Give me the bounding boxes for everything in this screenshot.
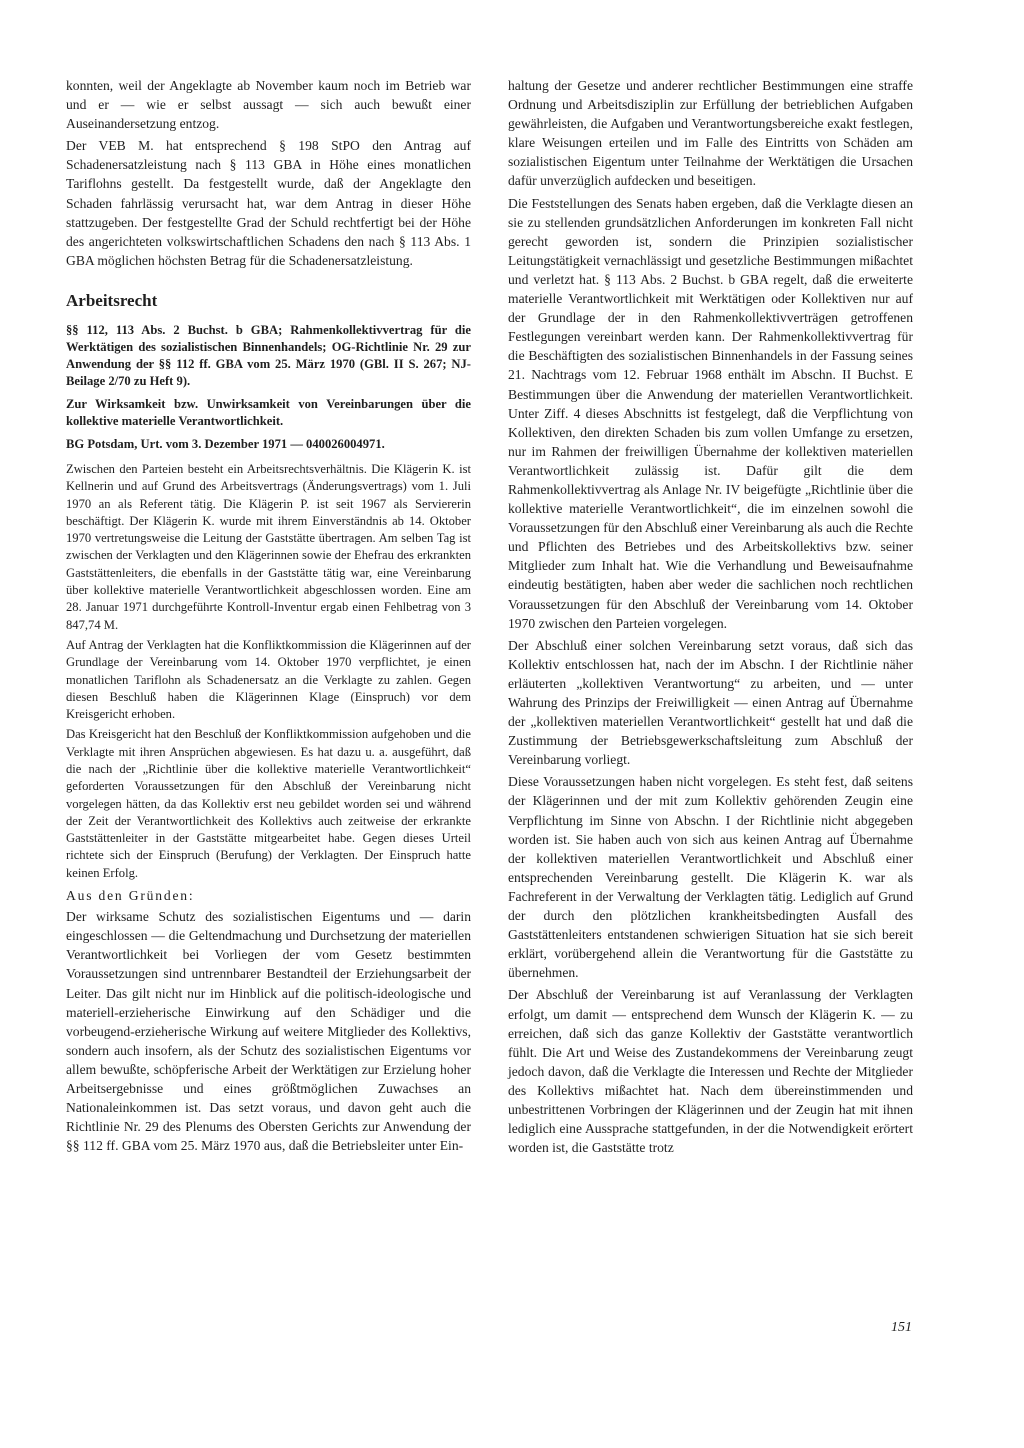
page-number: 151 bbox=[891, 1320, 912, 1335]
court-citation: BG Potsdam, Urt. vom 3. Dezember 1971 — 040026004971. bbox=[66, 436, 385, 451]
left-column bbox=[66, 76, 471, 1158]
paragraph: konnten, weil der Angeklagte ab November kaum noch im Betrieb war und er — wie er selbst aussagt — sich auch bewußt einer Auseinandersetzung entzog. bbox=[66, 78, 471, 132]
paragraph: Zwischen den Parteien besteht ein Arbeitsrechtsverhältnis. Die Klägerin K. ist Kellnerin und auf Grund des Arbeitsvertrags (Änderungsvertrags) vom 1. Juli 1970 an als Referent tätig. Die Klägerin P. ist seit 1967 als Serviererin beschäftigt. Der Klägerin K. wurde mit ihrem Einverständnis ab 14. Oktober 1970 vertretungsweise die Leitung der Gaststätte übertragen. Am selben Tag ist zwischen der Verklagten und den Klägerinnen sowie der Ehefrau des erkrankten Gaststättenleiters, die ebenfalls in der Gaststätte tätig war, eine Vereinbarung über kollektive materielle Verantwortlichkeit abgeschlossen worden. Eine am 28. Januar 1971 durchgeführte Kontroll-Inventur ergab einen Fehlbetrag von 3 847,74 M. bbox=[66, 461, 471, 632]
statute-references: §§ 112, 113 Abs. 2 Buchst. b GBA; Rahmenkollektivvertrag für die Werktätigen des sozialistischen Binnenhandels; OG-Richtlinie Nr. 29 zur Anwendung der §§ 112 ff. GBA vom 25. März 1970 (GBl. II S. 267; NJ-Beilage 2/70 zu Heft 9). bbox=[66, 322, 471, 388]
paragraph: haltung der Gesetze und anderer rechtlicher Bestimmungen eine straffe Ordnung und Arbeitsdisziplin zur Erfüllung der betrieblichen Aufgaben gewährleisten, die Aufgaben und Verantwortungsbereiche exakt festlegen, klare Weisungen erteilen und im Falle des Eintritts von Schäden am sozialistischen Eigentum unter Teilnahme der Werktätigen die Ursachen dafür unverzüglich aufdecken und beseitigen. bbox=[508, 78, 913, 189]
paragraph: Diese Voraussetzungen haben nicht vorgelegen. Es steht fest, daß seitens der Klägerinnen und der mit zum Kollektiv gehörenden Zeugin eine Verpflichtung im Sinne von Abschn. I der Richtlinie nicht abgegeben worden ist. Sie haben auch von sich aus keinen Antrag auf Übernahme der kollektiven materiellen Verantwortlichkeit und Abschluß einer entsprechenden Vereinbarung gestellt. Die Klägerin K. war als Fachreferent in der Verwaltung der Verklagten tätig. Lediglich auf Grund der durch den plötzlichen krankheitsbedingten Ausfall des Gaststättenleiters entstandenen schwierigen Situation hat sie sich bereit erklärt, vorübergehend allein die Verantwortung für die Gaststätte zu übernehmen. bbox=[508, 774, 913, 981]
headnote: Zur Wirksamkeit bzw. Unwirksamkeit von Vereinbarungen über die kollektive materielle Verantwortlichkeit. bbox=[66, 396, 471, 428]
paragraph: Auf Antrag der Verklagten hat die Konfliktkommission die Klägerinnen auf der Grundlage der Vereinbarung vom 14. Oktober 1970 verpflichtet, je einen monatlichen Tariflohn als Schadenersatz an die Verklagte zu zahlen. Gegen diesen Beschluß haben die Klägerinnen Klage (Einspruch) vor dem Kreisgericht erhoben. bbox=[66, 637, 471, 722]
section-heading: Arbeitsrecht bbox=[66, 290, 158, 310]
paragraph: Der Abschluß der Vereinbarung ist auf Veranlassung der Verklagten erfolgt, um damit — entsprechend dem Wunsch der Klägerin K. — zu erreichen, daß sich das ganze Kollektiv der Gaststätte verantwortlich fühlt. Die Art und Weise des Zustandekommens der Vereinbarung zeugt jedoch davon, daß die Verklagte die Interessen und Rechte der Mitglieder des Kollektivs mißachtet hat. Nach dem übereinstimmenden und unbestrittenen Vorbringen der Klägerinnen und der Zeugin hat mit ihnen lediglich eine Aussprache stattgefunden, in der die Notwendigkeit erörtert worden ist, die Gaststätte trotz bbox=[508, 987, 913, 1156]
reasons-heading: Aus den Gründen: bbox=[66, 888, 195, 904]
right-column bbox=[508, 76, 913, 1160]
paragraph: Der VEB M. hat entsprechend § 198 StPO den Antrag auf Schadenersatzleistung nach § 113 GBA in Höhe eines monatlichen Tariflohns gestellt. Da festgestellt wurde, daß der Angeklagte den Schaden fahrlässig verursacht hat, war dem Antrag in dieser Höhe stattzugeben. Der festgestellte Grad der Schuld rechtfertigt bei der Höhe des angerichteten volkswirtschaftlichen Schadens den nach § 113 Abs. 1 GBA möglichen höchsten Betrag für die Schadenersatzleistung. bbox=[66, 138, 471, 268]
paragraph: Die Feststellungen des Senats haben ergeben, daß die Verklagte diesen an sie zu stellenden grundsätzlichen Anforderungen im konkreten Fall nicht gerecht geworden ist, sondern die Prinzipien sozialistischer Leitungstätigkeit vernachlässigt und gesetzliche Bestimmungen mißachtet und verletzt hat. § 113 Abs. 2 Buchst. b GBA regelt, daß die erweiterte materielle Verantwortlichkeit mit Werktätigen oder Kollektiven nur auf der Grundlage der in den Rahmenkollektivverträgen getroffenen Festlegungen vereinbart werden kann. Der Rahmenkollektivvertrag für die Beschäftigten des sozialistischen Binnenhandels in der Fassung seines 21. Nachtrags vom 12. Februar 1968 enthält im Abschn. II Buchst. E Bestimmungen über die Anwendung der materiellen Verantwortlichkeit. Unter Ziff. 4 dieses Abschnitts ist festgelegt, daß die Verpflichtung von Kollektiven, den direkten Schaden bis zum vollen Umfange zu ersetzen, nur im Rahmen der freiwilligen Übernahme der kollektiven materiellen Verantwortlichkeit zulässig ist. Dafür gilt die dem Rahmenkollektivvertrag als Anlage Nr. IV beigefügte „Richtlinie über die kollektive materielle Verantwortlichkeit“, die im einzelnen sowohl die Voraussetzungen für den Abschluß einer Vereinbarung als auch die Rechte und Pflichten des Betriebes und des Arbeitskollektivs bzw. seiner Mitglieder zum Inhalt hat. Wie die Verhandlung und Beweisaufnahme eindeutig bestätigten, haben aber weder die sachlichen noch rechtlichen Voraussetzungen für den Abschluß der Vereinbarung vom 14. Oktober 1970 zwischen den Parteien vorgelegen. bbox=[508, 195, 913, 631]
paragraph: Der wirksame Schutz des sozialistischen Eigentums und — darin eingeschlossen — die Geltendmachung und Durchsetzung der materiellen Verantwortlichkeit bei Vorliegen der vom Gesetz bestimmten Voraussetzungen sind untrennbarer Bestandteil der Erziehungsarbeit der Leiter. Das gilt nicht nur im Hinblick auf die politisch-ideologische und materiell-erzieherische Einwirkung auf den Schädiger und die vorbeugend-erzieherische Wirkung auf weitere Mitglieder des Kollektivs, sondern auch insofern, als der Schutz des sozialistischen Eigentums vor allem bewußte, schöpferische Arbeit der Werktätigen zur Erzielung hoher Arbeitsergebnisse und eines größtmöglichen Zuwachses an Nationaleinkommen ist. Das setzt voraus, und davon geht auch die Richtlinie Nr. 29 des Plenums des Obersten Gerichts zur Anwendung der §§ 112 ff. GBA vom 25. März 1970 aus, daß die Betriebsleiter unter Ein- bbox=[66, 909, 471, 1154]
paragraph: Der Abschluß einer solchen Vereinbarung setzt voraus, daß sich das Kollektiv entschlossen hat, nach der im Abschn. I der Richtlinie näher erläuterten „kollektiven Verantwortung“ zu arbeiten, und — unter Wahrung des Prinzips der Freiwilligkeit — einen Antrag auf Übernahme der „kollektiven materiellen Verantwortlichkeit“ gestellt hat und daß die Zustimmung der Betriebsgewerkschaftsleitung zum Abschluß der Vereinbarung vorliegt. bbox=[508, 637, 913, 768]
paragraph: Das Kreisgericht hat den Beschluß der Konfliktkommission aufgehoben und die Verklagte mit ihren Ansprüchen abgewiesen. Es hat dazu u. a. ausgeführt, daß die nach der „Richtlinie über die kollektive materielle Verantwortlichkeit“ geforderten Voraussetzungen für den Abschluß der Vereinbarung nicht vorgelegen hätten, da das Kollektiv erst neu gebildet worden sei und während der Zeit der Verantwortlichkeit des Kollektivs auch zeitweise der erkrankte Gaststättenleiter in der Gaststätte mitgearbeitet habe. Gegen dieses Urteil richtete sich der Einspruch (Berufung) der Verklagten. Der Einspruch hatte keinen Erfolg. bbox=[66, 727, 471, 880]
